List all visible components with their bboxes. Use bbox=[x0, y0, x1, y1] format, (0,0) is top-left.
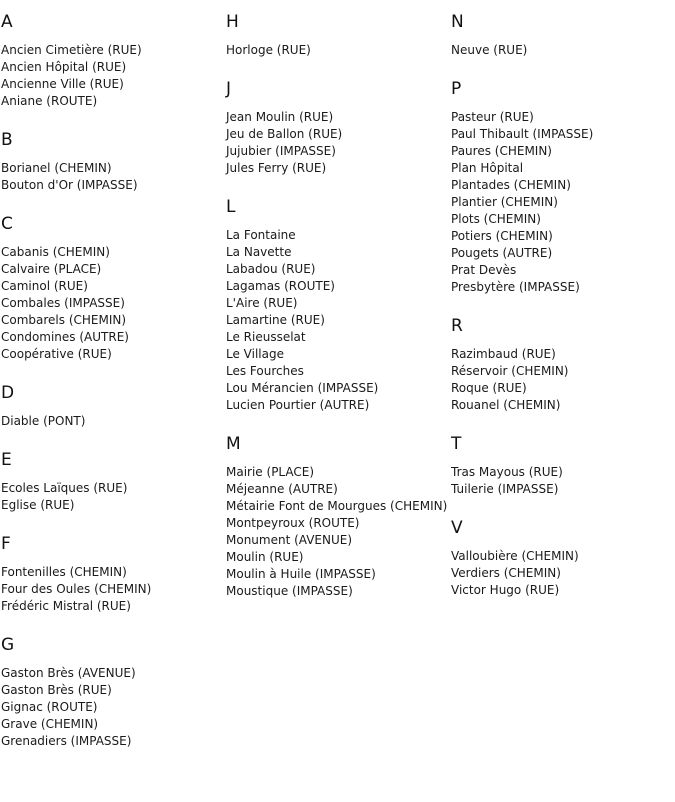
letter-group bbox=[226, 434, 450, 600]
street-index-column-1 bbox=[1, 12, 225, 770]
street-link[interactable]: Métairie Font de Mourgues (CHEMIN) bbox=[226, 499, 448, 513]
street-link[interactable]: Ecoles Laïques (RUE) bbox=[1, 481, 128, 495]
street-link[interactable]: Moustique (IMPASSE) bbox=[226, 584, 353, 598]
street-link[interactable]: Gaston Brès (AVENUE) bbox=[1, 666, 136, 680]
street-link[interactable]: Cabanis (CHEMIN) bbox=[1, 245, 110, 259]
letter-group bbox=[1, 635, 225, 750]
street-list bbox=[226, 109, 450, 177]
street-list bbox=[1, 160, 225, 194]
street-list bbox=[1, 413, 225, 430]
street-index-column-3 bbox=[451, 12, 675, 619]
street-link[interactable]: Lucien Pourtier (AUTRE) bbox=[226, 398, 370, 412]
street-link[interactable]: Combarels (CHEMIN) bbox=[1, 313, 127, 327]
street-link[interactable]: Roque (RUE) bbox=[451, 381, 527, 395]
street-link[interactable]: Neuve (RUE) bbox=[451, 43, 528, 57]
street-link[interactable]: Tras Mayous (RUE) bbox=[451, 465, 563, 479]
letter-heading: H bbox=[226, 12, 239, 32]
letter-heading: T bbox=[451, 434, 462, 454]
street-list bbox=[1, 665, 225, 750]
letter-heading: D bbox=[1, 383, 15, 403]
street-link[interactable]: Labadou (RUE) bbox=[226, 262, 316, 276]
street-link[interactable]: Pougets (AUTRE) bbox=[451, 246, 553, 260]
street-link[interactable]: Moulin (RUE) bbox=[226, 550, 304, 564]
street-list bbox=[1, 42, 225, 110]
street-index-column-2 bbox=[226, 12, 450, 620]
street-link[interactable]: Réservoir (CHEMIN) bbox=[451, 364, 569, 378]
letter-group bbox=[226, 12, 450, 59]
street-link[interactable]: Condomines (AUTRE) bbox=[1, 330, 129, 344]
street-link[interactable]: Méjeanne (AUTRE) bbox=[226, 482, 338, 496]
letter-heading: P bbox=[451, 79, 462, 99]
street-link[interactable]: Tuilerie (IMPASSE) bbox=[451, 482, 559, 496]
letter-heading: R bbox=[451, 316, 463, 336]
street-link[interactable]: Lamartine (RUE) bbox=[226, 313, 325, 327]
letter-heading: L bbox=[226, 197, 236, 217]
street-link[interactable]: Victor Hugo (RUE) bbox=[451, 583, 560, 597]
street-link[interactable]: Le Rieusselat bbox=[226, 330, 306, 344]
street-link[interactable]: Ancien Hôpital (RUE) bbox=[1, 60, 127, 74]
street-link[interactable]: Caminol (RUE) bbox=[1, 279, 88, 293]
street-link[interactable]: Le Village bbox=[226, 347, 284, 361]
street-link[interactable]: Rouanel (CHEMIN) bbox=[451, 398, 561, 412]
letter-heading: G bbox=[1, 635, 15, 655]
street-link[interactable]: Plan Hôpital bbox=[451, 161, 524, 175]
letter-group bbox=[1, 12, 225, 110]
street-link[interactable]: Four des Oules (CHEMIN) bbox=[1, 582, 152, 596]
letter-group bbox=[451, 79, 675, 296]
street-link[interactable]: Ancien Cimetière (RUE) bbox=[1, 43, 142, 57]
letter-group bbox=[451, 518, 675, 599]
street-list bbox=[226, 42, 450, 59]
street-link[interactable]: Bouton d'Or (IMPASSE) bbox=[1, 178, 138, 192]
street-link[interactable]: Jean Moulin (RUE) bbox=[226, 110, 334, 124]
letter-group bbox=[1, 450, 225, 514]
street-link[interactable]: Montpeyroux (ROUTE) bbox=[226, 516, 360, 530]
letter-group bbox=[1, 534, 225, 615]
street-link[interactable]: Lagamas (ROUTE) bbox=[226, 279, 335, 293]
street-link[interactable]: Grave (CHEMIN) bbox=[1, 717, 99, 731]
street-link[interactable]: Combales (IMPASSE) bbox=[1, 296, 125, 310]
letter-group bbox=[451, 316, 675, 414]
letter-heading: J bbox=[226, 79, 232, 99]
street-link[interactable]: Monument (AVENUE) bbox=[226, 533, 353, 547]
street-link[interactable]: Gignac (ROUTE) bbox=[1, 700, 98, 714]
street-link[interactable]: Pasteur (RUE) bbox=[451, 110, 534, 124]
street-link[interactable]: Plots (CHEMIN) bbox=[451, 212, 541, 226]
letter-group bbox=[451, 12, 675, 59]
street-link[interactable]: Coopérative (RUE) bbox=[1, 347, 112, 361]
street-link[interactable]: Paures (CHEMIN) bbox=[451, 144, 552, 158]
street-list bbox=[226, 464, 450, 600]
street-list bbox=[226, 227, 450, 414]
street-link[interactable]: Jeu de Ballon (RUE) bbox=[226, 127, 343, 141]
street-link[interactable]: La Navette bbox=[226, 245, 292, 259]
street-link[interactable]: Plantier (CHEMIN) bbox=[451, 195, 558, 209]
street-list bbox=[1, 564, 225, 615]
street-list bbox=[451, 42, 675, 59]
street-link[interactable]: Fontenilles (CHEMIN) bbox=[1, 565, 127, 579]
street-link[interactable]: Jujubier (IMPASSE) bbox=[226, 144, 336, 158]
letter-heading: V bbox=[451, 518, 463, 538]
street-link[interactable]: L'Aire (RUE) bbox=[226, 296, 298, 310]
street-link[interactable]: Paul Thibault (IMPASSE) bbox=[451, 127, 594, 141]
street-list bbox=[1, 244, 225, 363]
street-link[interactable]: Diable (PONT) bbox=[1, 414, 86, 428]
street-link[interactable]: Lou Mérancien (IMPASSE) bbox=[226, 381, 379, 395]
street-link[interactable]: Presbytère (IMPASSE) bbox=[451, 280, 580, 294]
street-link[interactable]: Mairie (PLACE) bbox=[226, 465, 315, 479]
letter-heading: N bbox=[451, 12, 464, 32]
street-list bbox=[1, 480, 225, 514]
street-link[interactable]: Prat Devès bbox=[451, 263, 517, 277]
street-link[interactable]: Potiers (CHEMIN) bbox=[451, 229, 553, 243]
letter-heading: E bbox=[1, 450, 12, 470]
street-list bbox=[451, 109, 675, 296]
letter-group bbox=[1, 383, 225, 430]
street-link[interactable]: Razimbaud (RUE) bbox=[451, 347, 556, 361]
street-link[interactable]: Plantades (CHEMIN) bbox=[451, 178, 571, 192]
street-link[interactable]: Verdiers (CHEMIN) bbox=[451, 566, 561, 580]
street-link[interactable]: La Fontaine bbox=[226, 228, 296, 242]
letter-heading: M bbox=[226, 434, 241, 454]
street-link[interactable]: Moulin à Huile (IMPASSE) bbox=[226, 567, 376, 581]
street-list bbox=[451, 464, 675, 498]
letter-group bbox=[226, 197, 450, 414]
letter-heading: C bbox=[1, 214, 13, 234]
letter-group bbox=[451, 434, 675, 498]
street-link[interactable]: Ancienne Ville (RUE) bbox=[1, 77, 124, 91]
letter-group bbox=[226, 79, 450, 177]
street-link[interactable]: Valloubière (CHEMIN) bbox=[451, 549, 579, 563]
letter-group bbox=[1, 130, 225, 194]
street-link[interactable]: Borianel (CHEMIN) bbox=[1, 161, 112, 175]
street-link[interactable]: Les Fourches bbox=[226, 364, 304, 378]
street-link[interactable]: Calvaire (PLACE) bbox=[1, 262, 102, 276]
street-link[interactable]: Horloge (RUE) bbox=[226, 43, 311, 57]
street-link[interactable]: Aniane (ROUTE) bbox=[1, 94, 98, 108]
letter-heading: A bbox=[1, 12, 13, 32]
street-link[interactable]: Jules Ferry (RUE) bbox=[226, 161, 327, 175]
street-link[interactable]: Grenadiers (IMPASSE) bbox=[1, 734, 132, 748]
letter-group bbox=[1, 214, 225, 363]
letter-heading: F bbox=[1, 534, 11, 554]
street-link[interactable]: Frédéric Mistral (RUE) bbox=[1, 599, 131, 613]
letter-heading: B bbox=[1, 130, 13, 150]
street-list bbox=[451, 346, 675, 414]
street-list bbox=[451, 548, 675, 599]
street-link[interactable]: Gaston Brès (RUE) bbox=[1, 683, 112, 697]
street-link[interactable]: Eglise (RUE) bbox=[1, 498, 75, 512]
